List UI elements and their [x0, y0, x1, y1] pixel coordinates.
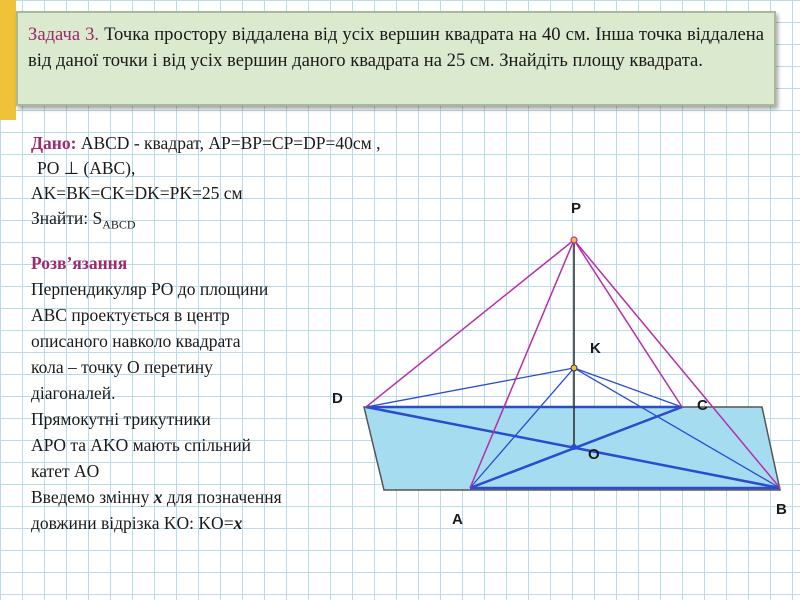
solution-line: довжини відрізка KO: KO=: [31, 513, 234, 533]
find-label: Знайти: S: [31, 208, 103, 228]
label-O: O: [588, 446, 600, 463]
solution-line: ABC проектується в центр: [31, 305, 230, 325]
point-K: [571, 365, 577, 371]
solution-line-suffix: для позначення: [162, 487, 282, 507]
segment-KC: [574, 368, 682, 407]
variable-x: x: [153, 487, 163, 507]
find-subscript: ABCD: [102, 217, 136, 232]
solution-line: діагоналей.: [31, 383, 116, 403]
given-line-1: ABCD - квадрат, AP=BP=CP=DP=40см ,: [76, 133, 381, 153]
given-line-2: PO ⊥ (ABC),: [37, 158, 136, 178]
task-label: Задача 3.: [28, 24, 100, 45]
edge-PD: [366, 240, 574, 407]
solution-line: описаного навколо квадрата: [31, 331, 241, 351]
variable-x-ko: x: [233, 513, 243, 533]
solution-line: Прямокутні трикутники: [31, 409, 211, 429]
label-A: A: [452, 511, 463, 528]
solution-line: кола – точку O перетину: [31, 357, 213, 377]
solution-line: катет AO: [31, 461, 100, 481]
label-P: P: [571, 200, 582, 217]
point-O: [571, 444, 577, 450]
solution-line: Введемо змінну: [31, 487, 154, 507]
solution-line: Перпендикуляр PO до площини: [31, 279, 269, 299]
given-label: Дано:: [31, 133, 77, 153]
label-K: K: [590, 340, 601, 357]
task-text: Точка простору віддалена від усіх вершин квадрата на 40 см. Інша точка віддалена від даної точки і від усіх вершин даного квадрата на 25 см. Знайдіть площу квадрата.: [28, 24, 764, 71]
label-B: B: [776, 501, 787, 518]
label-C: C: [697, 397, 708, 414]
solution-line: APO та AKO мають спільний: [31, 435, 252, 455]
point-P: [571, 237, 577, 243]
segment-KD: [366, 368, 574, 407]
solution-label: Розв’язання: [31, 253, 128, 273]
given-line-3: AK=BK=CK=DK=PK=25 см: [31, 183, 243, 203]
label-D: D: [332, 390, 343, 407]
edge-PC: [574, 240, 682, 407]
